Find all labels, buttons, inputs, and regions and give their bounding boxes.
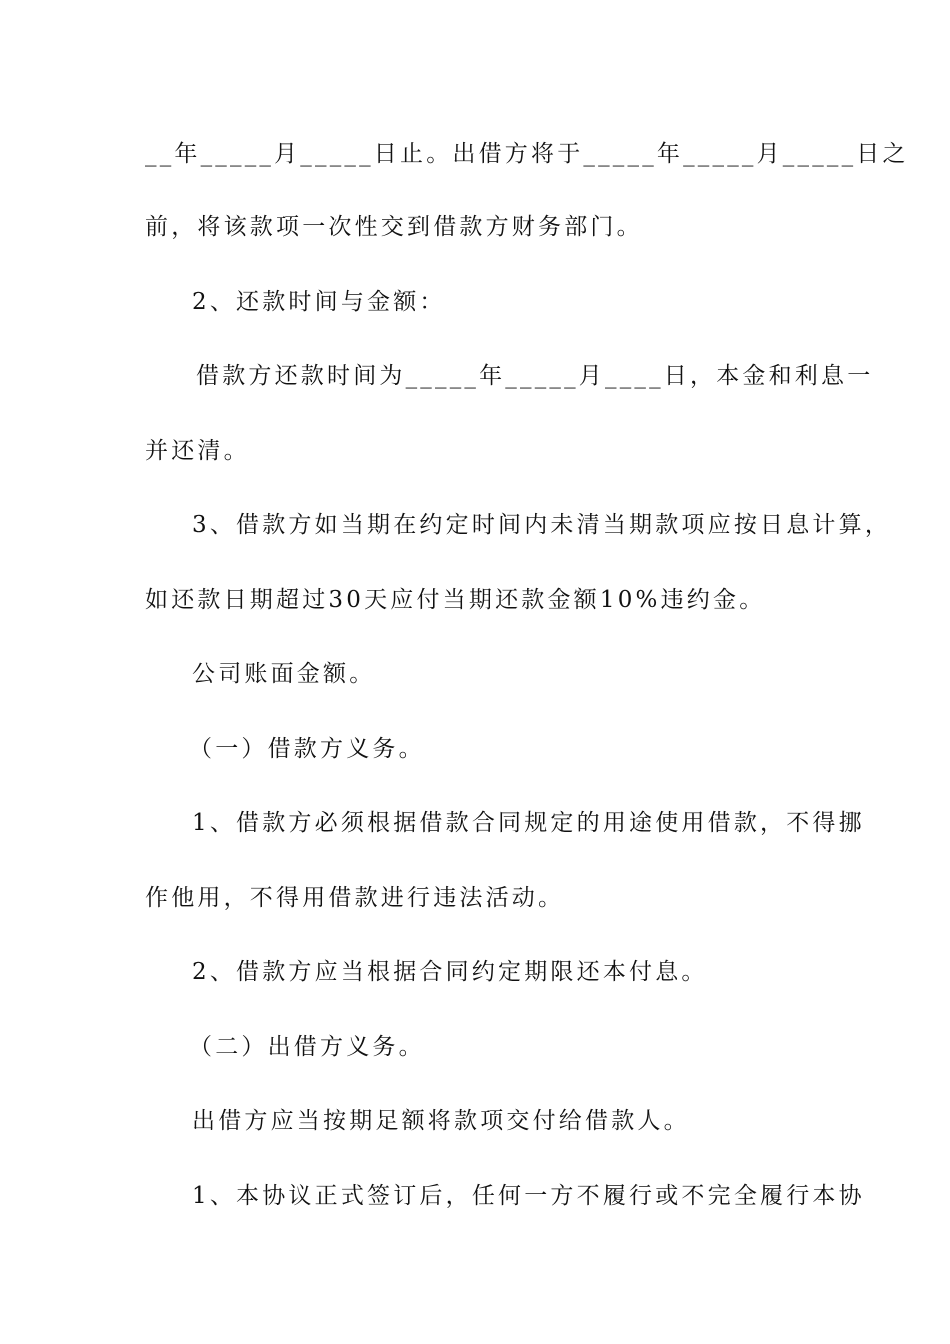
text-line-9: （一）借款方义务。 xyxy=(189,736,425,762)
text-line-8: 公司账面金额。 xyxy=(192,661,376,687)
text-line-11: 作他用，不得用借款进行违法活动。 xyxy=(145,885,565,911)
text-line-7: 如还款日期超过30天应付当期还款金额10%违约金。 xyxy=(145,587,766,613)
text-line-3: 2、还款时间与金额： xyxy=(192,289,446,315)
text-line-14: 出借方应当按期足额将款项交付给借款人。 xyxy=(192,1108,690,1134)
text-line-6: 3、借款方如当期在约定时间内未清当期款项应按日息计算， xyxy=(192,512,892,538)
text-line-15: 1、本协议正式签订后，任何一方不履行或不完全履行本协 xyxy=(192,1183,865,1209)
text-line-2: 前，将该款项一次性交到借款方财务部门。 xyxy=(145,214,643,240)
text-line-5: 并还清。 xyxy=(145,438,250,464)
text-line-1: __年_____月_____日止。出借方将于_____年_____月_____日之 xyxy=(145,141,909,167)
text-line-13: （二）出借方义务。 xyxy=(189,1034,425,1060)
text-line-12: 2、借款方应当根据合同约定期限还本付息。 xyxy=(192,959,708,985)
text-line-10: 1、借款方必须根据借款合同规定的用途使用借款，不得挪 xyxy=(192,810,865,836)
text-line-4: 借款方还款时间为_____年_____月____日，本金和利息一 xyxy=(196,363,874,389)
